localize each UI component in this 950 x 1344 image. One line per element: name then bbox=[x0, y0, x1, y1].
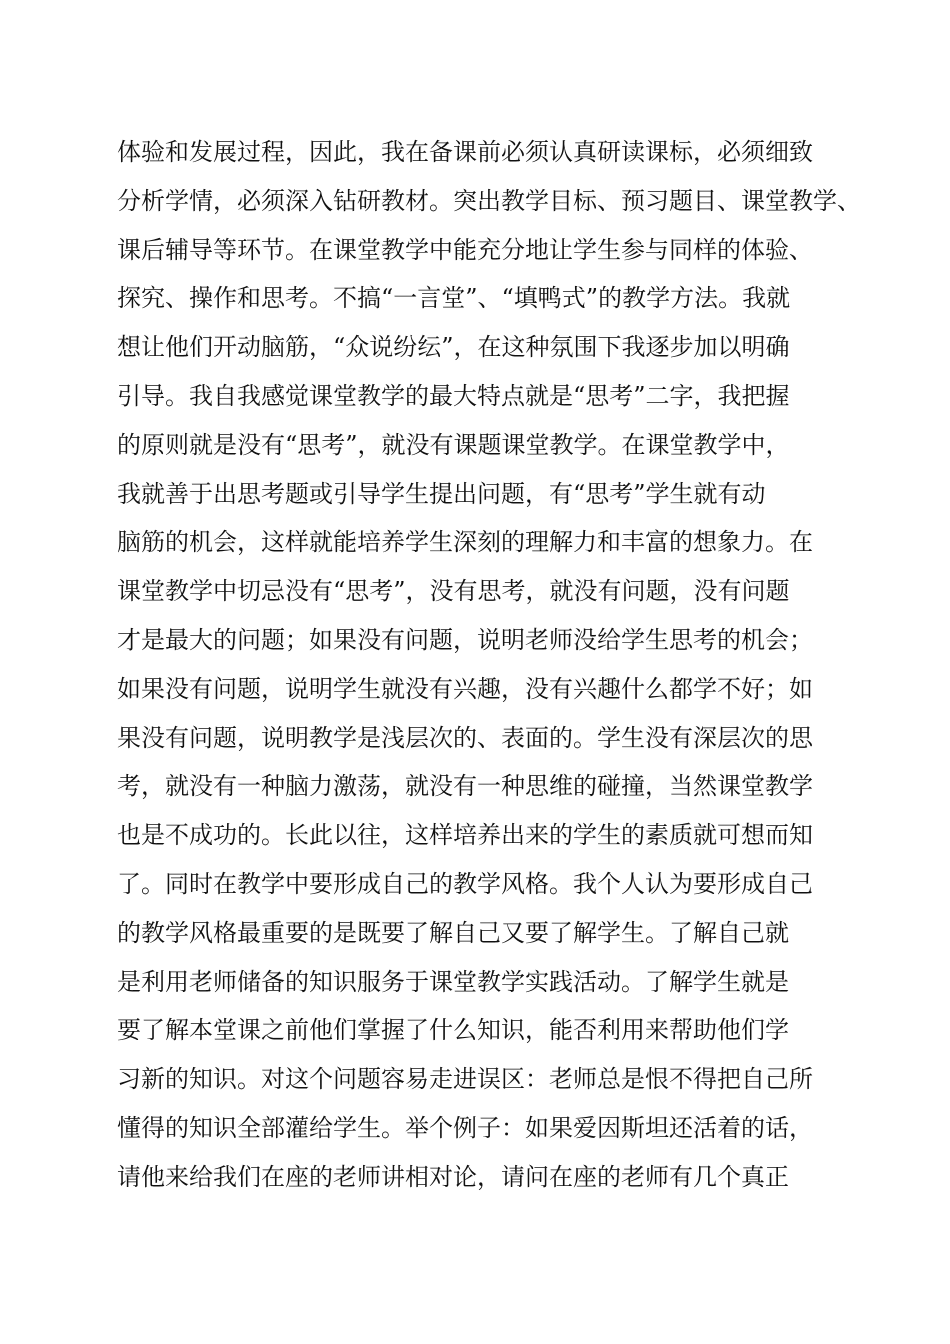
text-line: 体验和发展过程，因此，我在备课前必须认真研读课标，必须细致 bbox=[117, 138, 813, 166]
text-line: 如果没有问题，说明学生就没有兴趣，没有兴趣什么都学不好；如 bbox=[117, 674, 813, 703]
text-line: 课后辅导等环节。在课堂教学中能充分地让学生参与同样的体验、 bbox=[117, 235, 813, 264]
text-line: 脑筋的机会，这样就能培养学生深刻的理解力和丰富的想象力。在 bbox=[117, 528, 813, 557]
body-text bbox=[117, 128, 861, 1202]
text-line: 懂得的知识全部灌给学生。举个例子：如果爱因斯坦还活着的话， bbox=[117, 1113, 813, 1142]
text-line: 也是不成功的。长此以往，这样培养出来的学生的素质就可想而知 bbox=[117, 821, 813, 850]
text-line: 的原则就是没有“思考”，就没有课题课堂教学。在课堂教学中， bbox=[117, 430, 790, 459]
text-line: 才是最大的问题；如果没有问题，说明老师没给学生思考的机会； bbox=[117, 625, 813, 654]
text-line: 的教学风格最重要的是既要了解自己又要了解学生。了解自己就 bbox=[117, 918, 789, 947]
text-line: 分析学情，必须深入钻研教材。突出教学目标、预习题目、课堂教学、 bbox=[117, 186, 861, 215]
text-line: 习新的知识。对这个问题容易走进误区：老师总是恨不得把自己所 bbox=[117, 1065, 813, 1094]
text-line: 请他来给我们在座的老师讲相对论，请问在座的老师有几个真正 bbox=[117, 1162, 789, 1191]
text-line: 探究、操作和思考。不搞“一言堂”、“填鸭式”的教学方法。我就 bbox=[117, 284, 791, 313]
text-line: 了。同时在教学中要形成自己的教学风格。我个人认为要形成自己 bbox=[117, 869, 813, 898]
text-line: 考，就没有一种脑力激荡，就没有一种思维的碰撞，当然课堂教学 bbox=[117, 772, 813, 801]
text-line: 是利用老师储备的知识服务于课堂教学实践活动。了解学生就是 bbox=[117, 967, 789, 996]
text-line: 果没有问题，说明教学是浅层次的、表面的。学生没有深层次的思 bbox=[117, 723, 813, 752]
text-line: 要了解本堂课之前他们掌握了什么知识，能否利用来帮助他们学 bbox=[117, 1016, 789, 1045]
text-line: 我就善于出思考题或引导学生提出问题，有“思考”学生就有动 bbox=[117, 479, 766, 508]
text-line: 引导。我自我感觉课堂教学的最大特点就是“思考”二字，我把握 bbox=[117, 381, 790, 410]
text-line: 想让他们开动脑筋，“众说纷纭”，在这种氛围下我逐步加以明确 bbox=[117, 333, 790, 362]
text-line: 课堂教学中切忌没有“思考”，没有思考，就没有问题，没有问题 bbox=[117, 577, 790, 606]
